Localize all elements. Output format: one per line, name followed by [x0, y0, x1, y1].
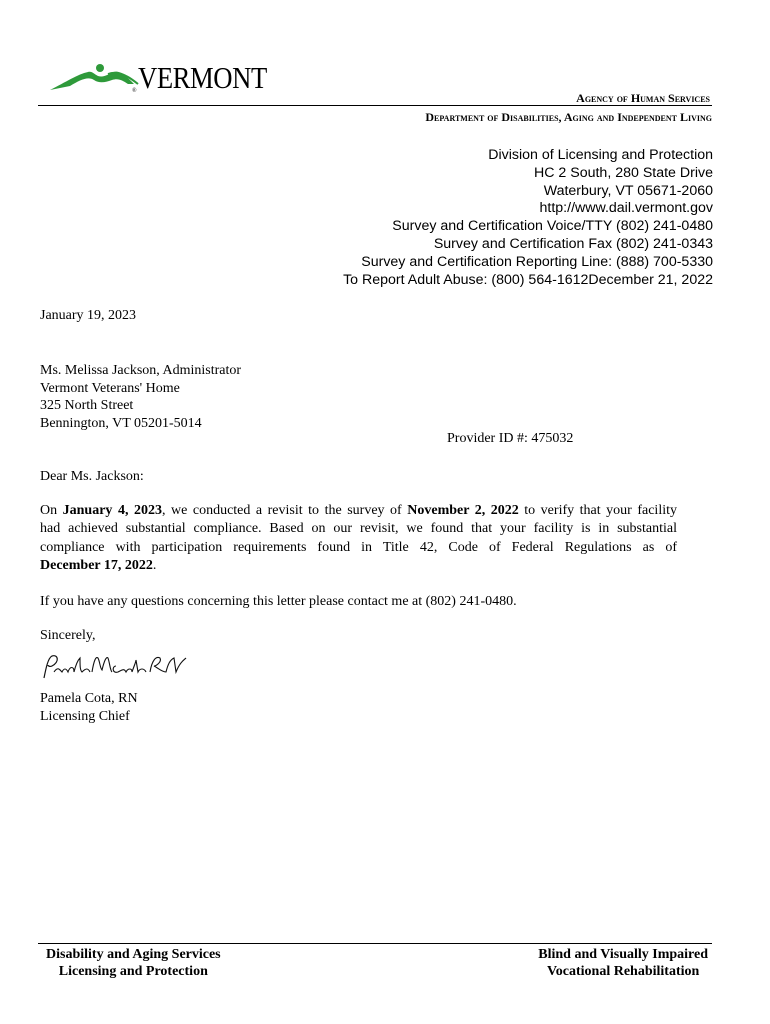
recipient-street: 325 North Street — [40, 398, 134, 414]
recipient-city: Bennington, VT 05201-5014 — [40, 415, 202, 431]
signer-block — [40, 690, 138, 725]
paragraph-line: compliance with participation requirements found in Title 42, Code of Federal Regulations as of — [40, 539, 677, 555]
recipient-organization: Vermont Veterans' Home — [40, 380, 180, 396]
signer-name: Pamela Cota, RN — [40, 691, 138, 706]
text-run: , we conducted a revisit to the survey of — [161, 503, 408, 518]
text-run: On — [40, 503, 63, 518]
letter-date: January 19, 2023 — [40, 308, 137, 323]
body-paragraph-2: If you have any questions concerning this letter please contact me at (802) 241-0480. — [40, 594, 517, 609]
logo-wordmark: VERMONT — [138, 60, 267, 95]
paragraph-line: had achieved substantial compliance. Based on our revisit, we found that your facility is in substantial — [40, 521, 677, 537]
revisit-date: January 4, 2023 — [62, 503, 162, 518]
address-block — [343, 147, 713, 289]
recipient-address — [40, 362, 241, 432]
division-name: Division of Licensing and Protection — [488, 147, 713, 163]
closing: Sincerely, — [40, 628, 96, 643]
signer-title: Licensing Chief — [40, 708, 130, 724]
recipient-name: Ms. Melissa Jackson, Administrator — [40, 363, 242, 378]
survey-date: November 2, 2022 — [407, 503, 519, 518]
footer-right-line1: Blind and Visually Impaired — [538, 947, 708, 962]
body-paragraph-1 — [40, 502, 677, 575]
footer-left — [46, 946, 221, 980]
footer-left-line2: Licensing and Protection — [58, 964, 208, 979]
paragraph-line — [40, 502, 677, 520]
compliance-date: December 17, 2022 — [40, 557, 153, 573]
header-divider — [38, 105, 712, 106]
paragraph-line — [40, 557, 677, 575]
footer-left-line1: Disability and Aging Services — [46, 947, 221, 962]
footer-divider — [38, 943, 712, 944]
department-name: Department of Disabilities, Aging and Independent Living — [425, 110, 712, 124]
fax-line: Survey and Certification Fax (802) 241-0343 — [433, 235, 713, 252]
salutation: Dear Ms. Jackson: — [40, 469, 144, 484]
street-address: HC 2 South, 280 State Drive — [533, 164, 713, 181]
handwritten-signature — [40, 648, 190, 684]
text-run: to verify that your facility — [518, 503, 677, 518]
voice-tty-line: Survey and Certification Voice/TTY (802) 241-0480 — [392, 218, 713, 235]
reporting-line: Survey and Certification Reporting Line: (888) 700-5330 — [361, 253, 713, 270]
provider-id: Provider ID #: 475032 — [447, 431, 574, 446]
city-state-zip: Waterbury, VT 05671-2060 — [543, 182, 713, 199]
footer-right-line2: Vocational Rehabilitation — [546, 964, 700, 979]
agency-name: Agency of Human Services — [576, 91, 710, 105]
website: http://www.dail.vermont.gov — [539, 200, 713, 217]
footer-right — [538, 946, 708, 980]
abuse-report-line: To Report Adult Abuse: (800) 564-1612December 21, 2022 — [343, 271, 713, 288]
text-run: . — [152, 557, 157, 573]
registered-mark: ® — [132, 88, 137, 94]
